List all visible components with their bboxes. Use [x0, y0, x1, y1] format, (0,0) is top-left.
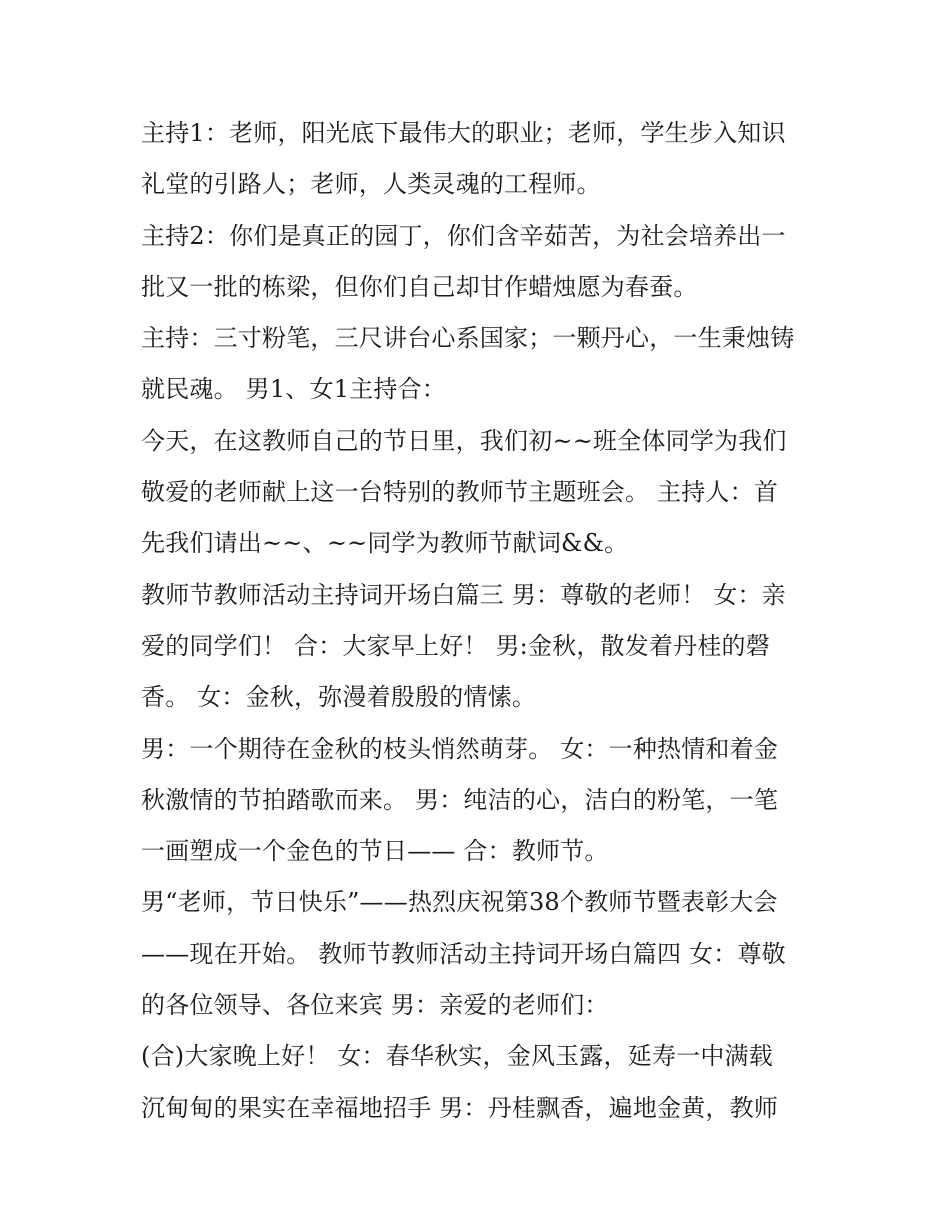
text-line: 今天，在这教师自己的节日里，我们初~~班全体同学为我们	[141, 426, 787, 455]
document-body	[141, 108, 821, 1134]
text-line: 教师节教师活动主持词开场白篇三 男：尊敬的老师！ 女：亲	[141, 580, 786, 609]
text-line: 主持1：老师，阳光底下最伟大的职业；老师，学生步入知识	[141, 119, 786, 147]
text-line: 香。 女：金秋，弥漫着殷殷的情愫。	[141, 683, 537, 712]
text-line: 主持：三寸粉笔，三尺讲台心系国家；一颗丹心，一生秉烛铸	[141, 324, 795, 353]
text-line: 一画塑成一个金色的节日—— 合：教师节。	[141, 837, 609, 866]
text-line: 男：一个期待在金秋的枝头悄然萌芽。 女：一种热情和着金	[141, 734, 779, 763]
text-line: 的各位领导、各位来宾 男：亲爱的老师们：	[141, 991, 609, 1020]
text-line: 秋激情的节拍踏歌而来。 男：纯洁的心，洁白的粉笔，一笔	[141, 785, 779, 814]
text-line: 先我们请出~~、~~同学为教师节献词&&。	[141, 529, 629, 558]
text-line: 沉甸甸的果实在幸福地招手 男：丹桂飘香，遍地金黄，教师	[141, 1093, 779, 1122]
text-line: 敬爱的老师献上这一台特别的教师节主题班会。 主持人：首	[141, 478, 779, 507]
text-line: ——现在开始。 教师节教师活动主持词开场白篇四 女：尊敬	[141, 939, 786, 968]
text-line: 爱的同学们！ 合：大家早上好！ 男:金秋，散发着丹桂的磬	[141, 631, 770, 660]
text-line: 主持2：你们是真正的园丁，你们含辛茹苦，为社会培养出一	[141, 221, 786, 250]
text-line: 礼堂的引路人；老师，人类灵魂的工程师。	[141, 170, 601, 199]
text-line: (合)大家晚上好！ 女：春华秋实，金风玉露，延寿一中满载	[141, 1042, 773, 1071]
text-line: 批又一批的栋梁，但你们自己却甘作蜡烛愿为春蚕。	[141, 272, 698, 301]
text-line: 男“老师，节日快乐”——热烈庆祝第38个教师节暨表彰大会	[141, 888, 778, 917]
text-line: 就民魂。 男1、女1主持合：	[141, 375, 446, 404]
